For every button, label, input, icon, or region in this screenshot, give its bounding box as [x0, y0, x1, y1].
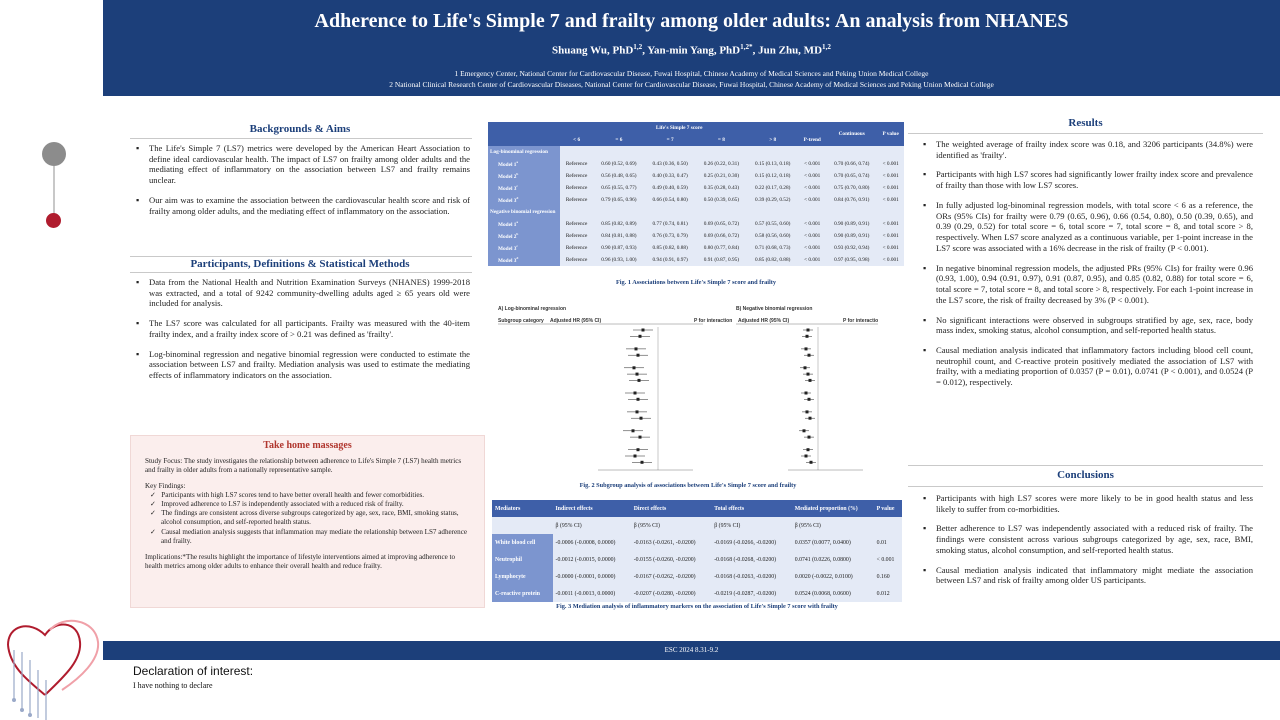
row-label: Model 2$^b$: [488, 170, 560, 182]
estimate-marker: [807, 329, 810, 332]
table-row: [488, 182, 904, 194]
col-header: P for interaction: [694, 318, 733, 324]
table-cell: 0.85 (0.82, 0.88): [747, 254, 798, 266]
bullet-item: ▪ Causal mediation analysis indicated that inflammatory factors including blood cell count, neutrophil count, and C-reactive protein positively mediated the association of LS7 with frailty, with a mediating proportion of 0.0357 (P = 0.01), 0.0741 (P < 0.001), and 0.0524 (P = 0.012), respectively.: [920, 345, 1253, 388]
table-cell: 0.0741 (0.0226, 0.0800): [792, 551, 874, 568]
table-cell: 0.93 (0.92, 0.94): [826, 242, 877, 254]
footer-bar: ESC 2024 8.31-9.2: [103, 641, 1280, 660]
take-home-title: Take home massages: [263, 440, 352, 451]
implications: Implications:*The results highlight the importance of lifestyle interventions aimed at improving adherence to health metrics among older adults to enhance their overall health and reduce frailty.: [145, 552, 456, 570]
finding-item: ✓ Improved adherence to LS7 is independently associated with a reduced risk of frailty.: [150, 500, 404, 509]
authors: Shuang Wu, PhD$^{1,2}$, Yan-min Yang, PhD$^{1,2*}$, Jun Zhu, MD$^{1,2}$: [552, 43, 831, 57]
table-cell: 0.85 (0.82, 0.88): [645, 242, 696, 254]
conclusions-bullets: [920, 493, 1253, 595]
table-cell: 0.58 (0.56, 0.60): [747, 230, 798, 242]
col-header: Adjusted HR (95% CI): [550, 318, 602, 324]
row-label: Model 1$^a$: [488, 218, 560, 230]
col-header: Total effects: [711, 500, 791, 517]
sub-header: β (95% CI): [792, 517, 874, 534]
methods-bullets: [133, 277, 470, 390]
table-row: [488, 170, 904, 182]
divider: [130, 256, 472, 257]
col-header: P for interaction: [843, 318, 878, 324]
affiliation-2: 2 National Clinical Research Center of Cardiovascular Diseases, National Center for Cardiovascular Disease, Fuwai Hospital, Chinese Academy of Medical Sciences and Peking Union Medical College: [389, 80, 994, 89]
table-cell: 0.90 (0.89, 0.91): [826, 218, 877, 230]
estimate-marker: [810, 461, 813, 464]
table-cell: < 0.001: [877, 230, 904, 242]
fig1-caption: Fig. 1 Associations between Life's Simple 7 score and frailty: [615, 279, 777, 286]
estimate-marker: [642, 329, 645, 332]
row-label: White blood cell: [492, 534, 553, 551]
estimate-marker: [807, 448, 810, 451]
estimate-marker: [804, 366, 807, 369]
table-cell: 0.90 (0.89, 0.91): [826, 230, 877, 242]
table-cell: Reference: [560, 194, 593, 206]
table-row: [492, 551, 902, 568]
table-cell: < 0.001: [798, 230, 826, 242]
bullet-item: ▪ Participants with high LS7 scores had significantly lower frailty index score and prevalence of frailty than those with low LS7 scores.: [920, 169, 1253, 190]
divider: [908, 133, 1263, 134]
estimate-marker: [638, 379, 641, 382]
row-label: Lymphocyte: [492, 568, 553, 585]
col-header: Indirect effects: [553, 500, 631, 517]
table-cell: 0.77 (0.74, 0.81): [645, 218, 696, 230]
take-home-body: [131, 451, 484, 584]
panel-a-title: A) Log-binominal regression: [498, 306, 567, 312]
estimate-marker: [637, 448, 640, 451]
table-cell: < 0.001: [798, 218, 826, 230]
divider: [130, 272, 472, 273]
table-cell: 0.84 (0.81, 0.88): [593, 230, 644, 242]
table-row: [492, 534, 902, 551]
forest-plot-svg: [498, 302, 878, 480]
table-cell: 0.35 (0.28, 0.43): [696, 182, 747, 194]
table-cell: 0.15 (0.13, 0.18): [747, 158, 798, 170]
table-cell: < 0.001: [798, 182, 826, 194]
col-header: Continuous: [826, 122, 877, 146]
panel-b-title: B) Negative binomial regression: [736, 306, 813, 312]
table-cell: 0.15 (0.12, 0.18): [747, 170, 798, 182]
table-cell: < 0.001: [877, 242, 904, 254]
table-cell: < 0.001: [798, 170, 826, 182]
table-cell: < 0.001: [798, 158, 826, 170]
bullet-item: ▪ Causal mediation analysis indicated that inflammatory might mediate the association between LS7 and risk of frailty among older US participants.: [920, 565, 1253, 586]
estimate-marker: [806, 410, 809, 413]
table-cell: -0.0167 (-0.0262, -0.0200): [631, 568, 711, 585]
table-group-header: Life's Simple 7 score: [560, 122, 798, 134]
table-cell: Reference: [560, 170, 593, 182]
table-cell: < 0.001: [798, 194, 826, 206]
estimate-marker: [640, 417, 643, 420]
table-cell: 0.76 (0.73, 0.79): [645, 230, 696, 242]
table-cell: 0.66 (0.54, 0.80): [645, 194, 696, 206]
estimate-marker: [809, 379, 812, 382]
table-cell: 0.71 (0.68, 0.73): [747, 242, 798, 254]
table-cell: 0.94 (0.91, 0.97): [645, 254, 696, 266]
estimate-marker: [807, 373, 810, 376]
finding-item: ✓ Participants with high LS7 scores tend to have better overall health and fewer comorbidities.: [150, 491, 425, 500]
table-cell: 0.90 (0.87, 0.93): [593, 242, 644, 254]
sub-header: β (95% CI): [711, 517, 791, 534]
table-cell: 0.43 (0.36, 0.50): [645, 158, 696, 170]
divider: [908, 465, 1263, 466]
estimate-marker: [809, 417, 812, 420]
table-cell: 0.70 (0.65, 0.74): [826, 170, 877, 182]
table-cell: 0.56 (0.48, 0.65): [593, 170, 644, 182]
table-row: [488, 158, 904, 170]
conclusions-title: Conclusions: [1057, 469, 1114, 481]
associations-table: [488, 122, 904, 266]
estimate-marker: [803, 429, 806, 432]
mediation-table: [492, 500, 902, 602]
bullet-item: ▪ In negative binominal regression models, the adjusted PRs (95% CIs) for frailty were 0.96 (0.93, 1.00), 0.94 (0.91, 0.97), 0.91 (0.87, 0.95), and 0.85 (0.82, 0.88) for total score = 6, total score = 7, total score = 8, and total score > 8, respectively. For each 1-point increase in the LS7 score, the risk of frailty decreased by 3% (P < 0.001).: [920, 263, 1253, 306]
table-cell: Reference: [560, 182, 593, 194]
table-cell: 0.26 (0.22, 0.31): [696, 158, 747, 170]
table-cell: -0.0000 (-0.0001, 0.0000): [553, 568, 631, 585]
table-cell: 0.85 (0.82, 0.89): [593, 218, 644, 230]
table-cell: 0.50 (0.39, 0.65): [696, 194, 747, 206]
bullet-item: ▪ Better adherence to LS7 was independently associated with a reduced risk of frailty. The findings were consistent across various subgroups categorized by age, sex, race, BMI, smoking status, alcohol consumption, and self-reported health status.: [920, 523, 1253, 555]
table-cell: < 0.001: [877, 170, 904, 182]
table-cell: 0.80 (0.77, 0.84): [696, 242, 747, 254]
table-cell: -0.0155 (-0.0260, -0.0200): [631, 551, 711, 568]
table-cell: 0.01: [874, 534, 902, 551]
results-title: Results: [1068, 117, 1103, 129]
table-cell: < 0.001: [874, 551, 902, 568]
table-cell: 0.79 (0.65, 0.96): [593, 194, 644, 206]
table-cell: 0.57 (0.55, 0.60): [747, 218, 798, 230]
table-cell: 0.40 (0.33, 0.47): [645, 170, 696, 182]
table-row: [488, 254, 904, 266]
table-cell: 0.0020 (-0.0022, 0.0100): [792, 568, 874, 585]
table-cell: -0.0219 (-0.0287, -0.0200): [711, 585, 791, 602]
table-row: [488, 218, 904, 230]
table-cell: -0.0168 (-0.0268, -0.0200): [711, 551, 791, 568]
estimate-marker: [633, 366, 636, 369]
table-cell: Reference: [560, 218, 593, 230]
table-cell: -0.0169 (-0.0266, -0.0200): [711, 534, 791, 551]
col-header: Mediated proportion (%): [792, 500, 874, 517]
background-bullets: [133, 143, 470, 225]
bullet-item: ▪ Log-binominal regression and negative binomial regression were conducted to estimate the association between LS7 and frailty. Mediation analysis was used to estimate the mediating effects of inflammatory indicators on the association.: [133, 349, 470, 381]
table-cell: 0.65 (0.55, 0.77): [593, 182, 644, 194]
table-cell: < 0.001: [877, 254, 904, 266]
sub-header: β (95% CI): [631, 517, 711, 534]
red-circle-decor: [46, 213, 61, 228]
table-cell: -0.0163 (-0.0261, -0.0200): [631, 534, 711, 551]
bullet-item: ▪ In fully adjusted log-binominal regression models, with total score < 6 as a reference, the ORs (95% CIs) for frailty were 0.79 (0.65, 0.96), 0.66 (0.54, 0.80), 0.50 (0.39, 0.65), and 0.39 (0.29, 0.52) for total score = 6, total score = 7, total score = 8, and total score > 8, respectively. When LS7 score analyzed as a continuous variable, per 1-point increase in the LS7 score was associated with a 16% decrease in the risk of frailty (P < 0.001).: [920, 200, 1253, 254]
col-header: Subgroup category: [498, 318, 544, 324]
table-cell: 0.25 (0.21, 0.30): [696, 170, 747, 182]
bullet-item: ▪ The weighted average of frailty index score was 0.18, and 3206 participants (34.8%) were identified as 'frailty'.: [920, 139, 1253, 160]
estimate-marker: [805, 392, 808, 395]
bullet-item: ▪ The Life's Simple 7 (LS7) metrics were developed by the American Heart Association to define ideal cardiovascular health. The impact of LS7 on frailty among older adults and the mediating effect of inflammatory on the association between LS7 and frailty remains unclear.: [133, 143, 470, 186]
table-cell: < 0.001: [877, 158, 904, 170]
sub-header: β (95% CI): [553, 517, 631, 534]
table-cell: < 0.001: [877, 194, 904, 206]
estimate-marker: [639, 436, 642, 439]
col-header: Mediators: [492, 500, 553, 517]
row-label: Model 3$^c$: [488, 182, 560, 194]
table-row: [492, 568, 902, 585]
bullet-item: ▪ Our aim was to examine the association between the cardiovascular health score and risk of frailty among older adults, and the mediating effect of inflammatory on the association.: [133, 195, 470, 216]
table-cell: 0.0357 (0.0077, 0.0400): [792, 534, 874, 551]
table-cell: 0.84 (0.76, 0.91): [826, 194, 877, 206]
results-bullets: [920, 139, 1253, 397]
estimate-marker: [805, 347, 808, 350]
background-title: Backgrounds & Aims: [249, 123, 351, 135]
table-cell: Reference: [560, 230, 593, 242]
table-cell: Reference: [560, 158, 593, 170]
estimate-marker: [641, 461, 644, 464]
table-cell: 0.60 (0.52, 0.69): [593, 158, 644, 170]
heart-circuit-logo: [0, 590, 105, 720]
row-label: Model 3$^d$: [488, 254, 560, 266]
row-label: Model 3$^c$: [488, 242, 560, 254]
bullet-item: ▪ The LS7 score was calculated for all participants. Frailty was measured with the 40-item frailty index, and a frailty index score of > 0.21 was defined as 'frailty'.: [133, 318, 470, 339]
col-header: Adjusted HR (95% CI): [738, 318, 790, 324]
table-cell: 0.39 (0.29, 0.52): [747, 194, 798, 206]
divider: [130, 138, 472, 139]
table-row: [488, 242, 904, 254]
estimate-marker: [808, 354, 811, 357]
finding-item: ✓ The findings are consistent across diverse subgroups categorized by age, sex, race, BMI, smoking status, alcohol consumption, and self-reported health status.: [150, 509, 459, 527]
estimate-marker: [805, 455, 808, 458]
table-cell: < 0.001: [877, 218, 904, 230]
table-cell: 0.012: [874, 585, 902, 602]
table-cell: 0.70 (0.66, 0.74): [826, 158, 877, 170]
table-row: [492, 585, 902, 602]
row-label: Model 3$^d$: [488, 194, 560, 206]
poster-title: Adherence to Life's Simple 7 and frailty among older adults: An analysis from NHANES: [314, 10, 1069, 32]
table-cell: 0.69 (0.65, 0.72): [696, 218, 747, 230]
grey-circle-decor: [42, 142, 66, 166]
methods-title: Participants, Definitions & Statistical Methods: [190, 258, 410, 270]
table-cell: Reference: [560, 254, 593, 266]
table-cell: -0.0207 (-0.0280, -0.0200): [631, 585, 711, 602]
col-header: Direct effects: [631, 500, 711, 517]
table-cell: 0.22 (0.17, 0.28): [747, 182, 798, 194]
estimate-marker: [636, 410, 639, 413]
table-cell: < 0.001: [798, 254, 826, 266]
declaration-text: I have nothing to declare: [133, 681, 213, 690]
decor-line: [53, 166, 55, 216]
key-findings-label: Key Findings:: [145, 482, 186, 491]
estimate-marker: [806, 335, 809, 338]
estimate-marker: [635, 347, 638, 350]
table-cell: < 0.001: [798, 242, 826, 254]
table-cell: 0.91 (0.87, 0.95): [696, 254, 747, 266]
col-header: P value: [877, 122, 904, 146]
table-cell: -0.0012 (-0.0015, 0.0000): [553, 551, 631, 568]
row-label: Model 1$^a$: [488, 158, 560, 170]
table-cell: -0.0168 (-0.0263, -0.0200): [711, 568, 791, 585]
table-cell: 0.49 (0.40, 0.59): [645, 182, 696, 194]
col-header: > 8: [747, 134, 798, 146]
estimate-marker: [637, 398, 640, 401]
estimate-marker: [637, 354, 640, 357]
declaration-title: Declaration of interest:: [133, 664, 254, 678]
table-row: [488, 194, 904, 206]
table-cell: -0.0011 (-0.0013, 0.0000): [553, 585, 631, 602]
row-label: Neutrophil: [492, 551, 553, 568]
finding-item: ✓ Causal mediation analysis suggests that inflammation may mediate the relationship between LS7 adherence and frailty.: [150, 527, 467, 545]
row-label: C-reactive protein: [492, 585, 553, 602]
col-header: < 6: [560, 134, 593, 146]
fig3-caption: Fig. 3 Mediation analysis of inflammatory markers on the association of Life's Simple 7 score with frailty: [556, 603, 838, 610]
poster-header: [103, 0, 1280, 96]
estimate-marker: [632, 429, 635, 432]
table-group-label: Log-binominal regression: [488, 146, 560, 158]
col-header: = 7: [645, 134, 696, 146]
fig2-caption: Fig. 2 Subgroup analysis of associations between Life's Simple 7 score and frailty: [579, 482, 797, 489]
affiliation-1: 1 Emergency Center, National Center for Cardiovascular Disease, Fuwai Hospital, Chinese Academy of Medical Sciences and Peking Union Medical College: [454, 69, 929, 78]
study-focus: Study Focus: The study investigates the relationship between adherence to Life's Simple 7 (LS7) health metrics and frailty in older adults from a nationally representative sample.: [145, 457, 462, 475]
estimate-marker: [808, 436, 811, 439]
divider: [908, 486, 1263, 487]
table-cell: -0.0006 (-0.0008, 0.0000): [553, 534, 631, 551]
table-cell: 0.97 (0.95, 0.98): [826, 254, 877, 266]
table-cell: 0.160: [874, 568, 902, 585]
bullet-item: ▪ Participants with high LS7 scores were more likely to be in good health status and less likely to suffer from co-morbidities.: [920, 493, 1253, 514]
bullet-item: ▪ Data from the National Health and Nutrition Examination Surveys (NHANES) 1999-2018 was extracted, and a total of 9242 community-dwelling adults aged ≥ 65 years old were included for analysis.: [133, 277, 470, 309]
table-cell: 0.96 (0.93, 1.00): [593, 254, 644, 266]
col-header: P value: [874, 500, 902, 517]
table-cell: 0.75 (0.70, 0.80): [826, 182, 877, 194]
col-header: = 8: [696, 134, 747, 146]
table-cell: 0.0524 (0.0068, 0.0600): [792, 585, 874, 602]
take-home-box: [130, 435, 485, 608]
estimate-marker: [639, 335, 642, 338]
table-group-label: Negative binomial regression: [488, 206, 560, 218]
table-cell: < 0.001: [877, 182, 904, 194]
col-header: P-trend: [798, 134, 826, 146]
estimate-marker: [634, 455, 637, 458]
table-cell: 0.69 (0.66, 0.72): [696, 230, 747, 242]
row-label: Model 2$^b$: [488, 230, 560, 242]
estimate-marker: [808, 398, 811, 401]
table-row: [488, 230, 904, 242]
estimate-marker: [636, 373, 639, 376]
col-header: = 6: [593, 134, 644, 146]
subgroup-forest-plot: [498, 302, 878, 480]
bullet-item: ▪ No significant interactions were observed in subgroups stratified by age, sex, race, body mass index, smoking status, alcohol consumption, and self-reported health status.: [920, 315, 1253, 336]
estimate-marker: [634, 392, 637, 395]
table-cell: Reference: [560, 242, 593, 254]
